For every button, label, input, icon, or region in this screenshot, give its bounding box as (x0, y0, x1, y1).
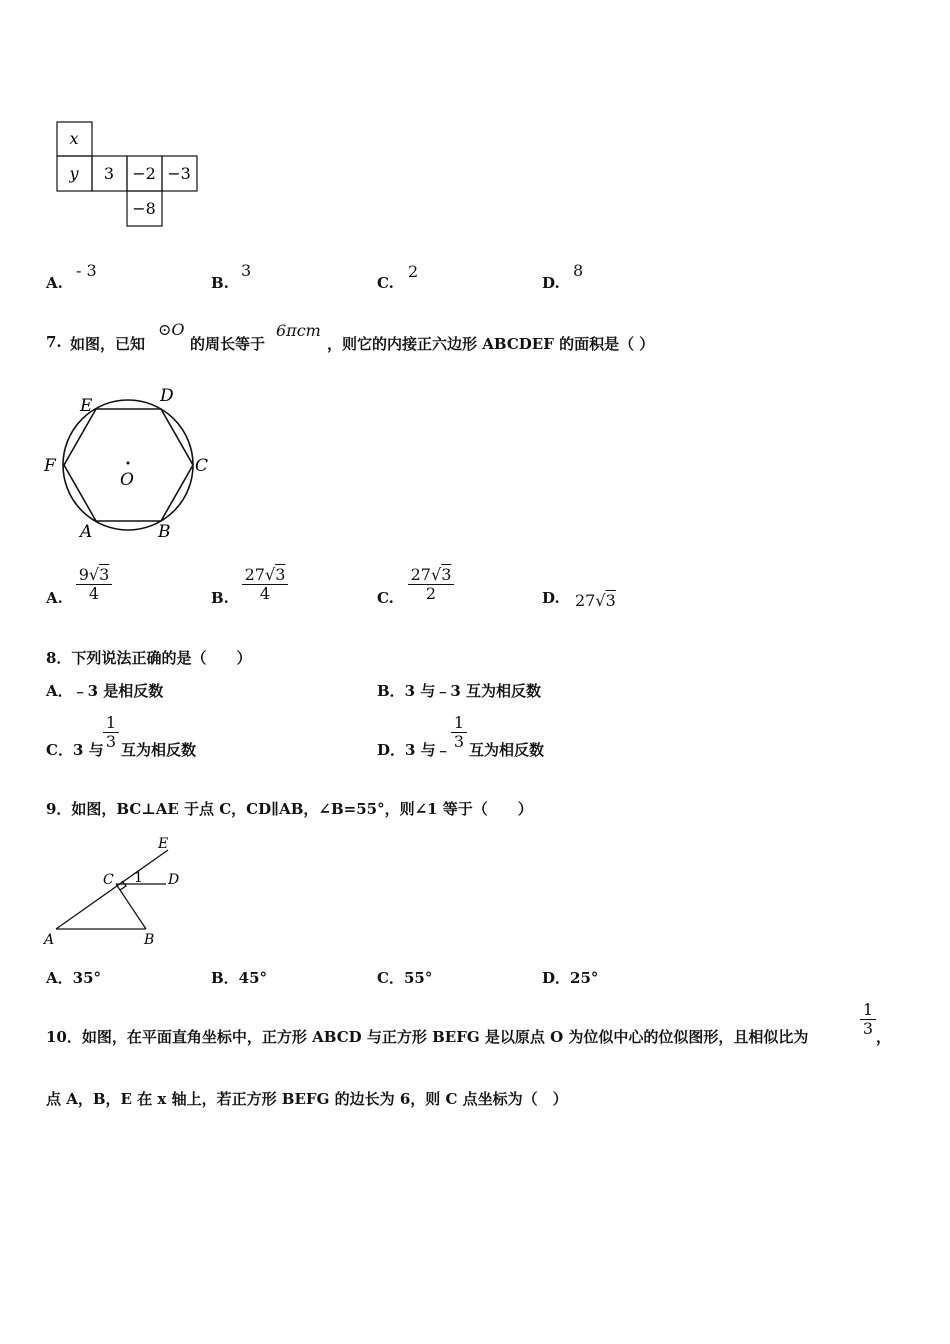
q6-option-a-value: - 3 (76, 261, 97, 280)
q9-stem: 9．如图，BC⊥AE 于点 C，CD∥AB，∠B=55°，则∠1 等于（ ） (46, 800, 533, 818)
q10-fraction (860, 1001, 876, 1038)
label-a: A (80, 522, 93, 542)
q8-option-d-num: 1 (453, 713, 465, 732)
q6-option-c-letter: C. (377, 274, 394, 292)
label-d: D (160, 386, 174, 406)
label-c: C (195, 456, 209, 476)
q8-option-c-post: 互为相反数 (121, 741, 197, 759)
table-cell-2: −2 (132, 164, 156, 183)
q8-option-d-den: 3 (453, 732, 465, 751)
q7-option-b-fraction: 27√3 4 (242, 566, 288, 603)
q7-option-b-den: 4 (259, 584, 271, 603)
q7-option-c-letter: C. (377, 589, 394, 607)
q8-option-c-den: 3 (105, 732, 117, 751)
q7-option-a-letter: A. (46, 589, 63, 607)
value-table (55, 120, 205, 230)
q6-option-b-value: 3 (241, 261, 252, 280)
q8-option-d-fraction (451, 714, 467, 751)
hexagon-figure (40, 383, 220, 543)
q6-option-a-letter: A. (46, 274, 63, 292)
q10-comma: ， (876, 1028, 892, 1046)
q7-option-a-coef: 9 (78, 565, 89, 584)
label-e: E (80, 396, 93, 416)
q7-option-c-radicand: 3 (441, 565, 452, 584)
q7-option-b-coef: 27 (244, 565, 265, 584)
q8-option-c-num: 1 (105, 713, 117, 732)
table-x-label: x (69, 129, 79, 148)
label-c: C (103, 872, 114, 888)
label-b: B (144, 932, 155, 948)
q7-circle: ⊙O (158, 320, 185, 339)
q10-line-1: 10．如图，在平面直角坐标中，正方形 ABCD 与正方形 BEFG 是以原点 O 为位似中心的位似图形，且相似比为 (46, 1028, 809, 1046)
q7-option-b-letter: B. (211, 589, 229, 607)
q8-option-d-post: 互为相反数 (469, 741, 545, 759)
q7-option-c-den: 2 (425, 584, 437, 603)
q6-option-d-letter: D. (542, 274, 560, 292)
q7-text-3: ，则它的内接正六边形 ABCDEF 的面积是（ ） (327, 335, 655, 353)
q10-fraction-den: 3 (862, 1019, 874, 1038)
q7-number: 7. (46, 333, 62, 351)
q7-text-1: 如图，已知 (70, 335, 146, 353)
q8-option-c-fraction (103, 714, 119, 751)
table-cell-below: −8 (132, 199, 156, 218)
label-o: O (120, 470, 134, 490)
q6-option-b-letter: B. (211, 274, 229, 292)
q7-option-b-radicand: 3 (275, 565, 286, 584)
table-cell-3: −3 (167, 164, 191, 183)
q7-option-c-fraction: 27√3 2 (408, 566, 454, 603)
label-e: E (158, 836, 169, 852)
triangle-figure (40, 832, 200, 952)
q8-option-d-pre: D．3 与﹣ (377, 741, 451, 759)
q7-option-d-letter: D. (542, 589, 560, 607)
label-f: F (44, 456, 56, 476)
label-angle-1: 1 (134, 870, 143, 886)
label-b: B (158, 522, 171, 542)
q8-stem: 8．下列说法正确的是（ ） (46, 649, 252, 667)
q8-option-a: A．﹣3 是相反数 (46, 682, 164, 700)
q10-fraction-num: 1 (862, 1000, 874, 1019)
label-a: A (44, 932, 55, 948)
q7-option-d-radicand: 3 (605, 591, 616, 610)
q8-option-c-pre: C．3 与 (46, 741, 104, 759)
q7-option-d-coef: 27 (575, 591, 596, 610)
q9-option-c: C．55° (377, 969, 433, 987)
q7-option-a-fraction: 9√3 4 (76, 566, 112, 603)
q7-text-2: 的周长等于 (190, 335, 266, 353)
table-y-label: y (69, 164, 79, 183)
q9-option-d: D．25° (542, 969, 599, 987)
q8-option-b: B．3 与﹣3 互为相反数 (377, 682, 541, 700)
q10-line-2: 点 A，B，E 在 x 轴上，若正方形 BEFG 的边长为 6，则 C 点坐标为（ ） (46, 1090, 568, 1108)
q7-option-c-coef: 27 (410, 565, 431, 584)
q7-option-d-value: 27√3 (575, 591, 616, 610)
q6-option-d-value: 8 (573, 261, 584, 280)
q7-option-a-den: 4 (88, 584, 100, 603)
q7-option-a-radicand: 3 (99, 565, 110, 584)
label-d: D (168, 872, 180, 888)
q6-option-c-value: 2 (408, 262, 419, 281)
q9-option-a: A．35° (46, 969, 102, 987)
table-cell-1: 3 (103, 164, 115, 183)
q7-perimeter: 6πcm (276, 321, 321, 340)
q9-option-b: B．45° (211, 969, 268, 987)
